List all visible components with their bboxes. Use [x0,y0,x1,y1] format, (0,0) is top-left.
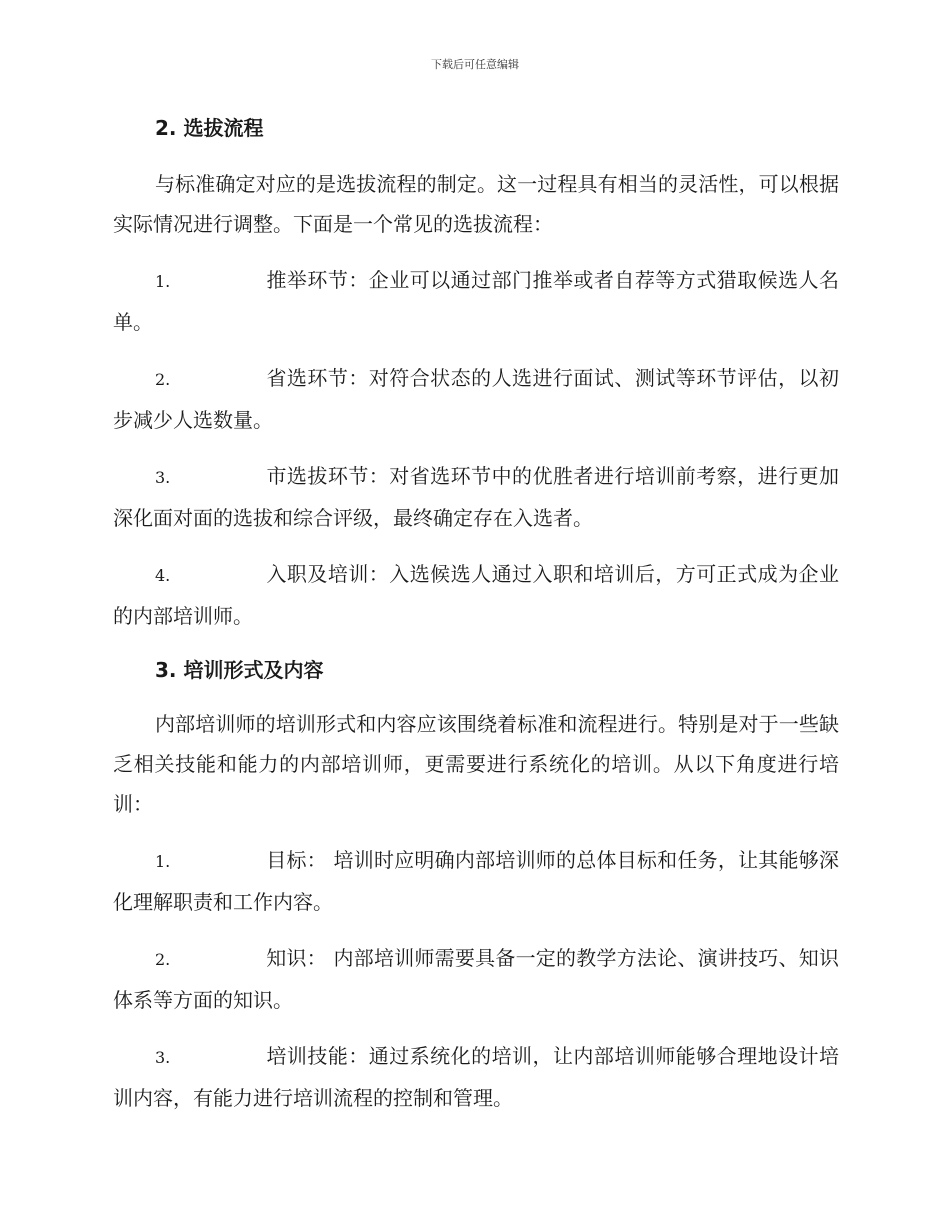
section-3-heading: 3. 培训形式及内容 [155,658,324,682]
list-item [113,554,839,636]
list-item [113,260,839,342]
section-2-intro: 与标准确定对应的是选拔流程的制定。这一过程具有相当的灵活性，可以根据实际情况进行调整。下面是一个常见的选拔流程： [113,172,839,236]
list-text: 市选拔环节：对省选环节中的优胜者进行培训前考察，进行更加深化面对面的选拔和综合评级，最终确定存在入选者。 [113,464,839,530]
list-text: 推举环节：企业可以通过部门推举或者自荐等方式猎取候选人名单。 [113,268,839,334]
list-number: 3. [155,1048,171,1067]
list-text: 入职及培训：入选候选人通过入职和培训后，方可正式成为企业的内部培训师。 [113,562,839,628]
list-item [113,840,839,922]
list-text: 省选环节：对符合状态的人选进行面试、测试等环节评估，以初步减少人选数量。 [113,366,839,432]
section-3-intro: 内部培训师的培训形式和内容应该围绕着标准和流程进行。特别是对于一些缺乏相关技能和能力的内部培训师，更需要进行系统化的培训。从以下角度进行培训： [113,712,839,816]
list-number: 4. [155,566,171,585]
list-item [113,358,839,440]
list-item [113,1036,839,1118]
list-item [113,938,839,1020]
list-number: 2. [155,370,171,389]
list-text: 知识： 内部培训师需要具备一定的教学方法论、演讲技巧、知识体系等方面的知识。 [113,946,839,1012]
list-number: 3. [155,468,171,487]
list-number: 1. [155,852,171,871]
section-2-heading: 2. 选拔流程 [155,116,264,140]
list-number: 2. [155,950,171,969]
document-body [113,108,839,1118]
list-text: 培训技能：通过系统化的培训，让内部培训师能够合理地设计培训内容，有能力进行培训流程的控制和管理。 [113,1044,839,1110]
list-item [113,456,839,538]
list-text: 目标： 培训时应明确内部培训师的总体目标和任务，让其能够深化理解职责和工作内容。 [113,848,839,914]
list-number: 1. [155,272,171,291]
header-note: 下载后可任意编辑 [431,58,519,71]
